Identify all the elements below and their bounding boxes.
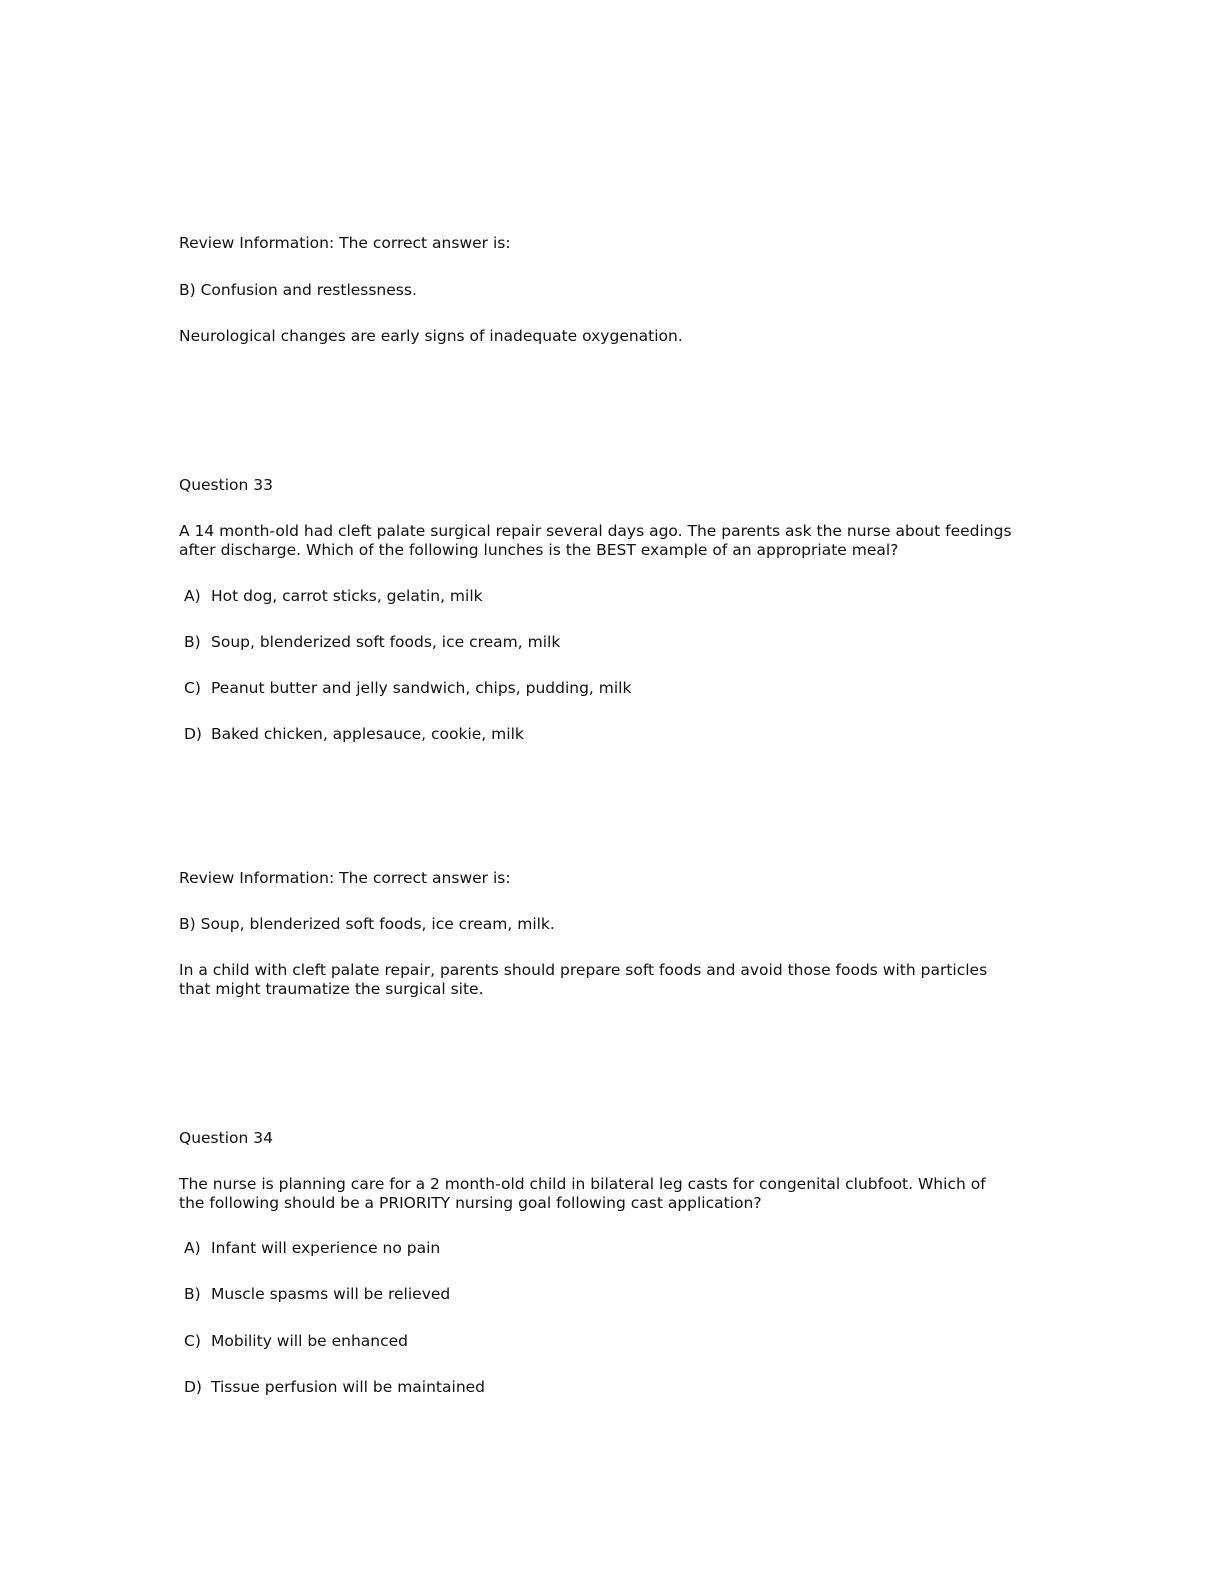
option-text: Baked chicken, applesauce, cookie, milk — [211, 725, 524, 743]
answer-option-d — [184, 1378, 485, 1397]
option-letter: C) — [184, 679, 201, 697]
question-stem-line: The nurse is planning care for a 2 month-old child in bilateral leg casts for congenital clubfoot. Which of — [179, 1175, 986, 1193]
option-text: Mobility will be enhanced — [211, 1332, 409, 1350]
answer-option-d — [184, 725, 524, 744]
option-letter: B) — [184, 1285, 201, 1303]
option-text: Infant will experience no pain — [211, 1239, 441, 1257]
explanation-line: In a child with cleft palate repair, parents should prepare soft foods and avoid those foods with particles — [179, 961, 988, 979]
answer-option-c — [184, 679, 631, 698]
option-text: Soup, blenderized soft foods, ice cream, milk — [211, 633, 561, 651]
answer-option-c — [184, 1332, 408, 1351]
answer-option-a — [184, 1239, 440, 1258]
review-heading: Review Information: The correct answer is: — [179, 869, 511, 887]
option-letter: C) — [184, 1332, 201, 1350]
explanation-line: that might traumatize the surgical site. — [179, 980, 484, 998]
question-title: Question 33 — [179, 476, 273, 494]
answer-option-b — [184, 633, 560, 652]
answer-explanation — [179, 961, 1039, 999]
answer-explanation: Neurological changes are early signs of inadequate oxygenation. — [179, 327, 683, 345]
question-stem — [179, 1175, 1039, 1213]
answer-option-b — [184, 1285, 450, 1304]
question-stem-line: after discharge. Which of the following lunches is the BEST example of an appropriate meal? — [179, 541, 899, 559]
review-heading: Review Information: The correct answer is: — [179, 234, 511, 252]
option-text: Hot dog, carrot sticks, gelatin, milk — [211, 587, 483, 605]
option-letter: D) — [184, 725, 202, 743]
option-text: Peanut butter and jelly sandwich, chips, pudding, milk — [211, 679, 632, 697]
correct-answer: B) Soup, blenderized soft foods, ice cream, milk. — [179, 915, 555, 933]
option-letter: B) — [184, 633, 201, 651]
option-letter: A) — [184, 587, 201, 605]
correct-answer: B) Confusion and restlessness. — [179, 281, 417, 299]
question-stem-line: A 14 month-old had cleft palate surgical repair several days ago. The parents ask the nurse about feedings — [179, 522, 1012, 540]
question-title: Question 34 — [179, 1129, 273, 1147]
option-letter: A) — [184, 1239, 201, 1257]
question-stem — [179, 522, 1039, 560]
option-text: Muscle spasms will be relieved — [211, 1285, 451, 1303]
option-letter: D) — [184, 1378, 202, 1396]
option-text: Tissue perfusion will be maintained — [211, 1378, 486, 1396]
answer-option-a — [184, 587, 483, 606]
question-stem-line: the following should be a PRIORITY nursing goal following cast application? — [179, 1194, 762, 1212]
